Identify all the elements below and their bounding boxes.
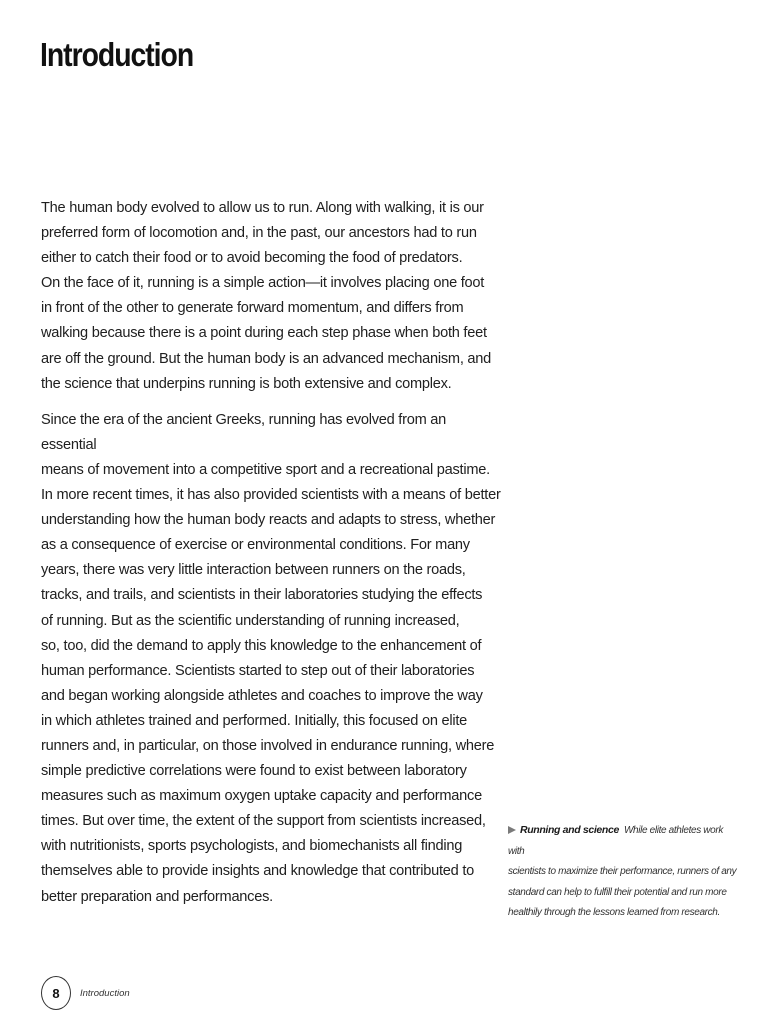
paragraph-2: Since the era of the ancient Greeks, running has evolved from an essential means of movement into a competitive sport and a recreational pastime. In more recent times, it has also provided scientists with a means of better understanding how the human body reacts and adapts to stress, whether as a consequence of exercise or environmental conditions. For many years, there was very little interaction between runners on the roads, tracks, and trails, and scientists in their laboratories studying the effects of running. But as the scientific understanding of running increased, so, too, did the demand to apply this knowledge to the enhancement of human performance. Scientists started to step out of their laboratories and began working alongside athletes and coaches to improve the way in which athletes trained and performed. Initially, this focused on elite runners and, in particular, on those involved in endurance running, where simple predictive correlations were found to exist between laboratory measures such as maximum oxygen uptake capacity and performance times. But over time, the extent of the support from scientists increased, with nutritionists, sports psychologists, and biomechanists all finding themselves able to provide insights and knowledge that contributed to better preparation and performances.	[41, 411, 501, 905]
page-footer	[41, 975, 130, 1011]
page-number: 8	[41, 976, 71, 1010]
body-text	[41, 196, 503, 910]
caption-text: While elite athletes work with scientists to maximize their performance, runners of any standard can help to fulfill their potential and run more healthily through the lessons learned from research.	[508, 825, 737, 918]
running-head: Introduction	[80, 987, 130, 999]
paragraph-1: The human body evolved to allow us to run. Along with walking, it is our preferred form of locomotion and, in the past, our ancestors had to run either to catch their food or to avoid becoming the food of predators. On the face of it, running is a simple action—it involves placing one foot in front of the other to generate forward momentum, and differs from walking because there is a point during each step phase when both feet are off the ground. But the human body is an advanced mechanism, and the science that underpins running is both extensive and complex.	[41, 200, 492, 392]
page-title: Introduction	[40, 36, 194, 73]
caption-arrow-icon	[508, 826, 516, 834]
sidebar-caption	[508, 820, 740, 924]
caption-heading: Running and science	[520, 824, 619, 836]
